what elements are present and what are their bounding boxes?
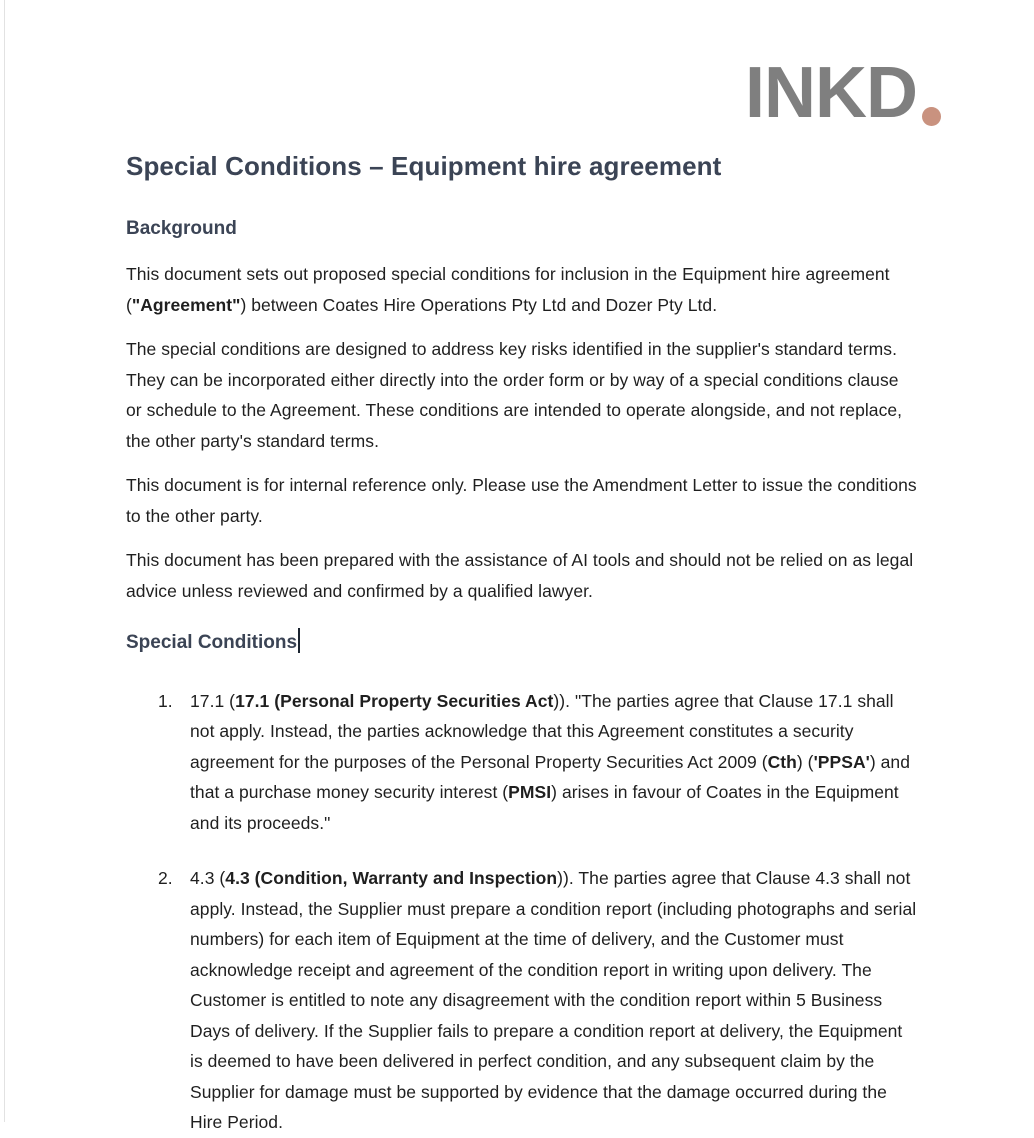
text-run: )). The parties agree that Clause 4.3 shall not apply. Instead, the Supplier must prepare a condition report (including photographs and serial numbers) for each item of Equipment at the time of delivery, and the Customer must acknowledge receipt and agreement of the condition report in writing upon delivery. The Customer is entitled to note any disagreement with the condition report within 5 Business Days of delivery. If the Supplier fails to prepare a condition report at delivery, the Equipment is deemed to have been delivered in perfect condition, and any subsequent claim by the Supplier for damage must be supported by evidence that the damage occurred during the Hire Period. bbox=[190, 868, 917, 1133]
bold-text-run: "Agreement" bbox=[131, 294, 241, 315]
background-paragraphs bbox=[126, 259, 918, 606]
document-body[interactable] bbox=[126, 150, 918, 1138]
body-paragraph bbox=[126, 470, 918, 531]
logo-dot-icon bbox=[922, 107, 941, 126]
special-conditions-list bbox=[126, 686, 918, 1138]
text-run: The special conditions are designed to address key risks identified in the supplier's standard terms. They can be incorporated either directly into the order form or by way of a special conditions clause or schedule to the Agreement. These conditions are intended to operate alongside, and not replace, the other party's standard terms. bbox=[126, 339, 903, 451]
text-run: 17.1 ( bbox=[190, 690, 236, 711]
text-run: )). "The parties agree that Clause 17.1 shall not apply. Instead, the parties acknowledge that this Agreement constitutes a security agreement for the purposes of the Personal Property Securities Act 2009 ( bbox=[190, 690, 894, 772]
bold-text-run: 17.1 (Personal Property Securities Act bbox=[235, 690, 554, 711]
text-run: ) and that a purchase money security interest ( bbox=[190, 751, 910, 803]
text-cursor-caret bbox=[298, 628, 300, 653]
special-conditions-heading-row bbox=[126, 628, 918, 656]
text-run: This document is for internal reference only. Please use the Amendment Letter to issue the conditions to the other party. bbox=[126, 475, 917, 526]
text-run: ) between Coates Hire Operations Pty Ltd and Dozer Pty Ltd. bbox=[240, 294, 718, 315]
text-run: This document has been prepared with the assistance of AI tools and should not be relied on as legal advice unless reviewed and confirmed by a qualified lawyer. bbox=[126, 550, 914, 601]
condition-list-item bbox=[126, 863, 918, 1138]
body-paragraph bbox=[126, 259, 918, 320]
text-run: This document sets out proposed special conditions for inclusion in the Equipment hire agreement ( bbox=[126, 264, 890, 315]
text-run: ) ( bbox=[796, 751, 814, 772]
text-run: ) arises in favour of Coates in the Equipment and its proceeds." bbox=[190, 782, 899, 833]
section-spacer bbox=[126, 606, 918, 628]
text-run: 4.3 ( bbox=[190, 868, 226, 889]
bold-text-run: 4.3 (Condition, Warranty and Inspection bbox=[225, 868, 558, 889]
condition-list-item bbox=[126, 686, 918, 839]
logo-wordmark: INKD bbox=[745, 53, 917, 133]
bold-text-run: 'PPSA' bbox=[813, 751, 870, 772]
section-heading-background: Background bbox=[126, 217, 237, 239]
list-spacer bbox=[126, 674, 918, 686]
body-paragraph bbox=[126, 334, 918, 456]
section-heading-special-conditions: Special Conditions bbox=[126, 632, 298, 654]
inkd-logo bbox=[745, 53, 941, 133]
page-edge-rule bbox=[4, 0, 5, 1122]
bold-text-run: PMSI bbox=[508, 782, 552, 803]
body-paragraph bbox=[126, 545, 918, 606]
bold-text-run: Cth bbox=[767, 751, 797, 772]
page-title: Special Conditions – Equipment hire agreement bbox=[126, 151, 722, 181]
